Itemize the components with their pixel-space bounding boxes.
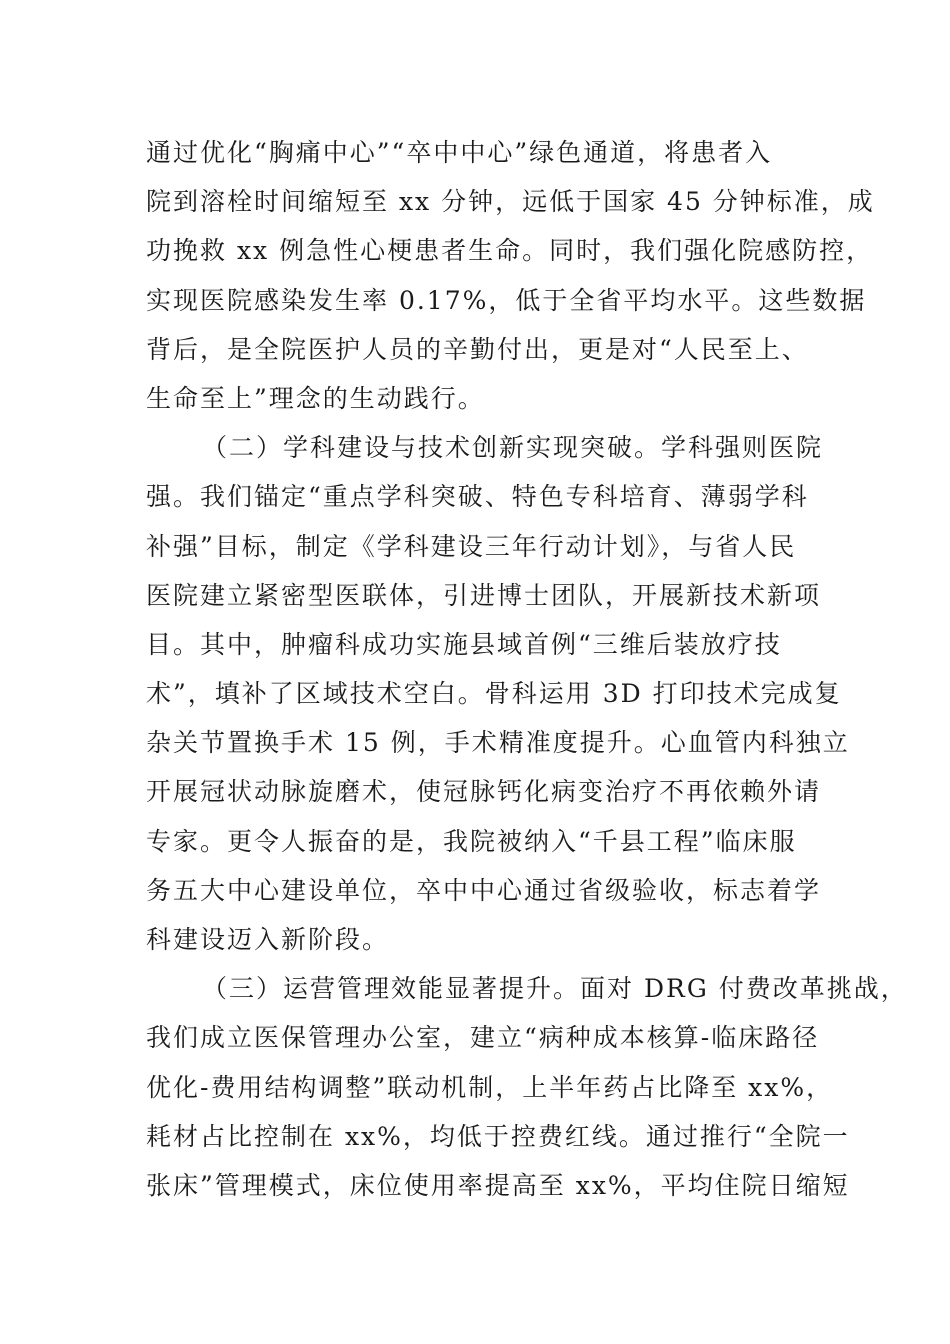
body-text <box>146 128 908 1210</box>
text-line: 强。我们锚定“重点学科突破、特色专科培育、薄弱学科 <box>146 482 809 512</box>
text-line: 目。其中，肿瘤科成功实施县域首例“三维后装放疗技 <box>146 629 782 659</box>
text-line: 术”，填补了区域技术空白。骨科运用 3D 打印技术完成复 <box>146 679 842 709</box>
text-line: 补强”目标，制定《学科建设三年行动计划》，与省人民 <box>146 531 797 561</box>
text-line: 医院建立紧密型医联体，引进博士团队，开展新技术新项 <box>146 580 822 610</box>
text-line: 通过优化“胸痛中心”“卒中中心”绿色通道，将患者入 <box>146 138 773 167</box>
text-line: 专家。更令人振奋的是，我院被纳入“千县工程”临床服 <box>146 826 797 856</box>
text-line: 生命至上”理念的生动践行。 <box>146 383 485 413</box>
text-line: 务五大中心建设单位，卒中中心通过省级验收，标志着学 <box>146 875 822 905</box>
section-heading-line: （三）运营管理效能显著提升。面对 DRG 付费改革挑战， <box>202 974 908 1004</box>
text-line: 院到溶栓时间缩短至 xx 分钟，远低于国家 45 分钟标准，成 <box>146 187 875 217</box>
text-line: 背后，是全院医护人员的辛勤付出，更是对“人民至上、 <box>146 334 809 364</box>
text-line: 开展冠状动脉旋磨术，使冠脉钙化病变治疗不再依赖外请 <box>146 777 822 807</box>
text-line: 耗材占比控制在 xx%，均低于控费红线。通过推行“全院一 <box>146 1121 850 1151</box>
text-line: 张床”管理模式，床位使用率提高至 xx%，平均住院日缩短 <box>146 1170 850 1200</box>
section-heading-line: （二）学科建设与技术创新实现突破。学科强则医院 <box>202 433 824 463</box>
text-line: 杂关节置换手术 15 例，手术精准度提升。心血管内科独立 <box>146 728 850 758</box>
text-line: 科建设迈入新阶段。 <box>146 925 390 954</box>
text-line: 我们成立医保管理办公室，建立“病种成本核算-临床路径 <box>146 1023 820 1053</box>
text-line: 实现医院感染发生率 0.17%，低于全省平均水平。这些数据 <box>146 285 867 315</box>
text-line: 优化-费用结构调整”联动机制，上半年药占比降至 xx%， <box>146 1072 834 1102</box>
text-line: 功挽救 xx 例急性心梗患者生命。同时，我们强化院感防控， <box>146 236 874 266</box>
